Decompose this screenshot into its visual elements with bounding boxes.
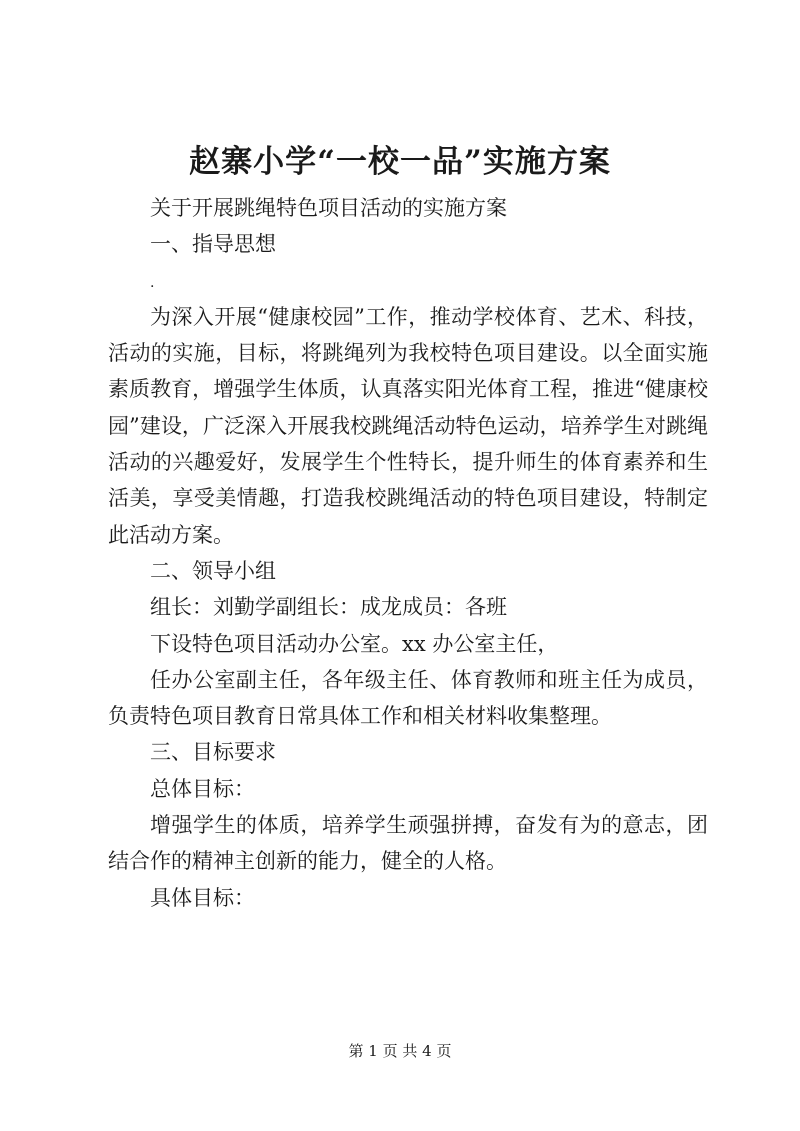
leaders-line: 组长：刘勤学副组长：成龙成员：各班 — [150, 595, 507, 620]
document-title: 赵寨小学“一校一品”实施方案 — [189, 144, 611, 180]
subtitle: 关于开展跳绳特色项目活动的实施方案 — [150, 196, 507, 220]
page-footer: 第 1 页 共 4 页 — [348, 1042, 452, 1060]
office-line: 下设特色项目活动办公室。xx 办公室主任， — [150, 631, 559, 656]
office-detail-paragraph: 任办公室副主任，各年级主任、体育教师和班主任为成员，负责特色项目教育日常具体工作和相关材料收集整理。 — [108, 667, 708, 729]
stray-dot: . — [150, 274, 155, 291]
section-heading-guiding-principle: 一、指导思想 — [150, 232, 276, 257]
document-body — [108, 190, 708, 916]
section-heading-leadership-group: 二、领导小组 — [150, 558, 276, 583]
overall-goal-label: 总体目标： — [150, 776, 255, 801]
overall-goal-paragraph: 增强学生的体质，培养学生顽强拼搏，奋发有为的意志，团结合作的精神主创新的能力，健全的人格。 — [108, 813, 708, 874]
specific-goal-label: 具体目标： — [150, 885, 255, 910]
paragraph-guiding-principle: 为深入开展“健康校园”工作，推动学校体育、艺术、科技，活动的实施，目标，将跳绳列为我校特色项目建设。以全面实施素质教育，增强学生体质，认真落实阳光体育工程，推进“健康校园”建设，广泛深入开展我校跳绳活动特色运动，培养学生对跳绳活动的兴趣爱好，发展学生个性特长，提升师生的体育素养和生活美，享受美情趣，打造我校跳绳活动的特色项目建设，特制定此活动方案。 — [108, 304, 708, 547]
section-heading-goals: 三、目标要求 — [150, 740, 276, 765]
